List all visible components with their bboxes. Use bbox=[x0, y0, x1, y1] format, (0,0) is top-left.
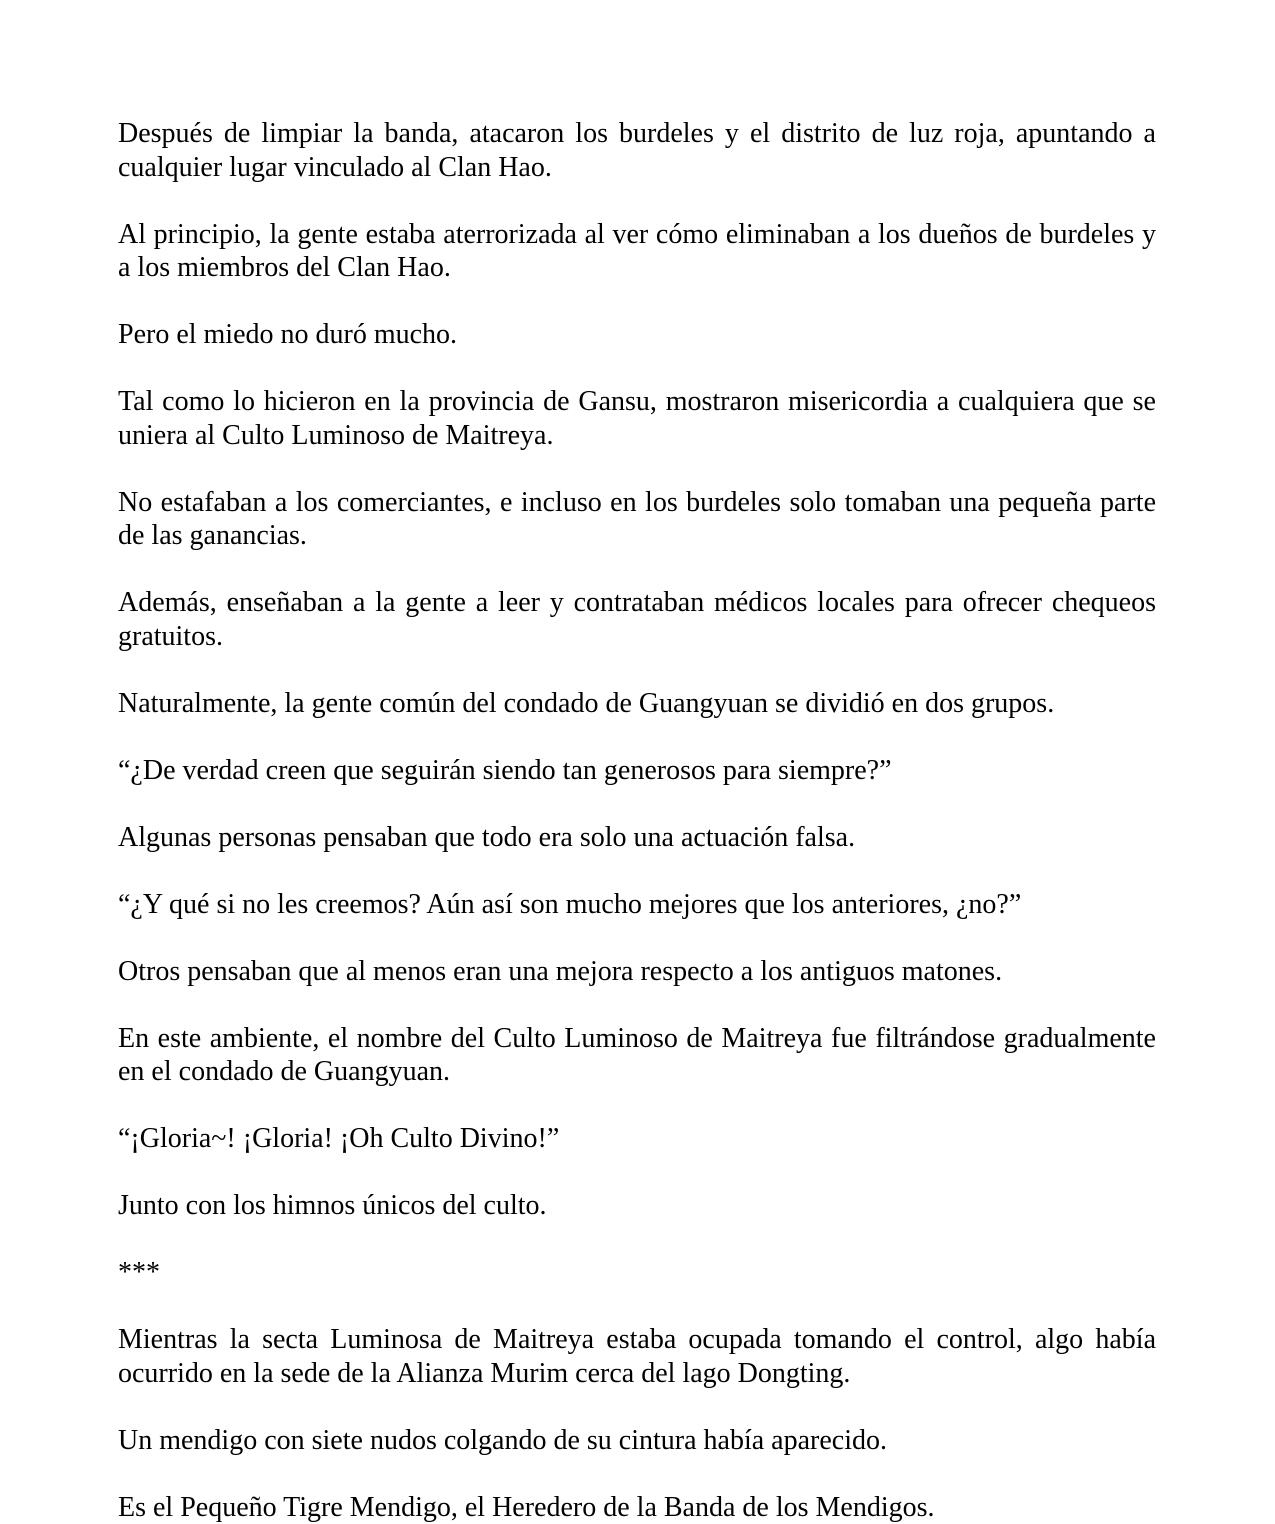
quote-paragraph: “¡Gloria~! ¡Gloria! ¡Oh Culto Divino!” bbox=[118, 1122, 1156, 1156]
paragraph: Otros pensaban que al menos eran una mejora respecto a los antiguos matones. bbox=[118, 955, 1156, 989]
paragraph: Algunas personas pensaban que todo era solo una actuación falsa. bbox=[118, 821, 1156, 855]
paragraph: Tal como lo hicieron en la provincia de Gansu, mostraron misericordia a cualquiera que se uniera al Culto Luminoso de Maitreya. bbox=[118, 385, 1156, 452]
document-page bbox=[118, 117, 1156, 1524]
paragraph: Además, enseñaban a la gente a leer y contrataban médicos locales para ofrecer chequeos gratuitos. bbox=[118, 586, 1156, 653]
paragraph: Mientras la secta Luminosa de Maitreya estaba ocupada tomando el control, algo había ocurrido en la sede de la Alianza Murim cerca del lago Dongting. bbox=[118, 1323, 1156, 1390]
paragraph: Un mendigo con siete nudos colgando de su cintura había aparecido. bbox=[118, 1424, 1156, 1458]
paragraph: Después de limpiar la banda, atacaron los burdeles y el distrito de luz roja, apuntando a cualquier lugar vinculado al Clan Hao. bbox=[118, 117, 1156, 184]
paragraph: Naturalmente, la gente común del condado de Guangyuan se dividió en dos grupos. bbox=[118, 687, 1156, 721]
paragraph: Pero el miedo no duró mucho. bbox=[118, 318, 1156, 352]
scene-break: *** bbox=[118, 1256, 1156, 1290]
paragraph: Junto con los himnos únicos del culto. bbox=[118, 1189, 1156, 1223]
paragraph: En este ambiente, el nombre del Culto Luminoso de Maitreya fue filtrándose gradualmente en el condado de Guangyuan. bbox=[118, 1022, 1156, 1089]
paragraph: Es el Pequeño Tigre Mendigo, el Heredero de la Banda de los Mendigos. bbox=[118, 1491, 1156, 1524]
paragraph: Al principio, la gente estaba aterrorizada al ver cómo eliminaban a los dueños de burdeles y a los miembros del Clan Hao. bbox=[118, 218, 1156, 285]
quote-paragraph: “¿Y qué si no les creemos? Aún así son mucho mejores que los anteriores, ¿no?” bbox=[118, 888, 1156, 922]
quote-paragraph: “¿De verdad creen que seguirán siendo tan generosos para siempre?” bbox=[118, 754, 1156, 788]
paragraph: No estafaban a los comerciantes, e incluso en los burdeles solo tomaban una pequeña parte de las ganancias. bbox=[118, 486, 1156, 553]
